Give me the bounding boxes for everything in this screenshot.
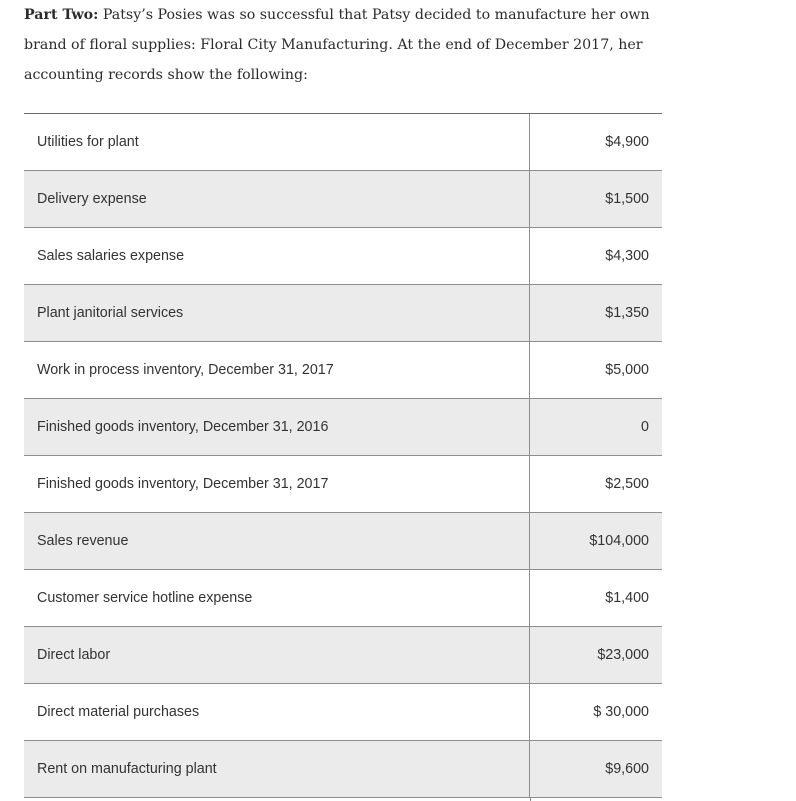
intro-line-1: [24, 0, 664, 30]
accounting-records-table: [24, 113, 662, 798]
intro-line-1-text: Patsy’s Posies was so successful that Patsy decided to manufacture her own: [98, 7, 650, 23]
row-value: $5,000: [605, 362, 649, 378]
row-label: Utilities for plant: [24, 114, 530, 170]
row-value: $9,600: [605, 761, 649, 777]
row-label: Rent on manufacturing plant: [24, 741, 530, 797]
row-label: Customer service hotline expense: [24, 570, 530, 626]
table-row: [24, 285, 662, 342]
table-column-divider-tail: [530, 797, 531, 801]
table-row: [24, 627, 662, 684]
table-row: [24, 513, 662, 570]
problem-intro: [24, 0, 664, 89]
row-label: Direct labor: [24, 627, 530, 683]
row-value: $23,000: [597, 647, 649, 663]
row-label: Sales revenue: [24, 513, 530, 569]
row-value: $1,400: [605, 590, 649, 606]
table-row: [24, 342, 662, 399]
table-row: [24, 456, 662, 513]
row-value: $4,300: [605, 248, 649, 264]
table-row: [24, 114, 662, 171]
row-value: $104,000: [589, 533, 649, 549]
table-row: [24, 399, 662, 456]
table-row: [24, 684, 662, 741]
intro-line-3: accounting records show the following:: [24, 66, 308, 83]
intro-lead: Part Two:: [24, 7, 99, 23]
table-row: [24, 570, 662, 627]
row-label: Direct material purchases: [24, 684, 530, 740]
table-row: [24, 228, 662, 285]
row-value: $1,500: [605, 191, 649, 207]
row-label: Finished goods inventory, December 31, 2016: [24, 399, 530, 455]
table-row: [24, 741, 662, 798]
row-label: Delivery expense: [24, 171, 530, 227]
row-value: $2,500: [605, 476, 649, 492]
row-label: Finished goods inventory, December 31, 2017: [24, 456, 530, 512]
row-value: 0: [641, 419, 649, 435]
intro-line-2: brand of floral supplies: Floral City Manufacturing. At the end of December 2017, her: [24, 36, 643, 53]
row-value: $ 30,000: [593, 704, 649, 720]
row-label: Sales salaries expense: [24, 228, 530, 284]
row-label: Work in process inventory, December 31, 2017: [24, 342, 530, 398]
row-label: Plant janitorial services: [24, 285, 530, 341]
table-row: [24, 171, 662, 228]
row-value: $4,900: [605, 134, 649, 150]
row-value: $1,350: [605, 305, 649, 321]
